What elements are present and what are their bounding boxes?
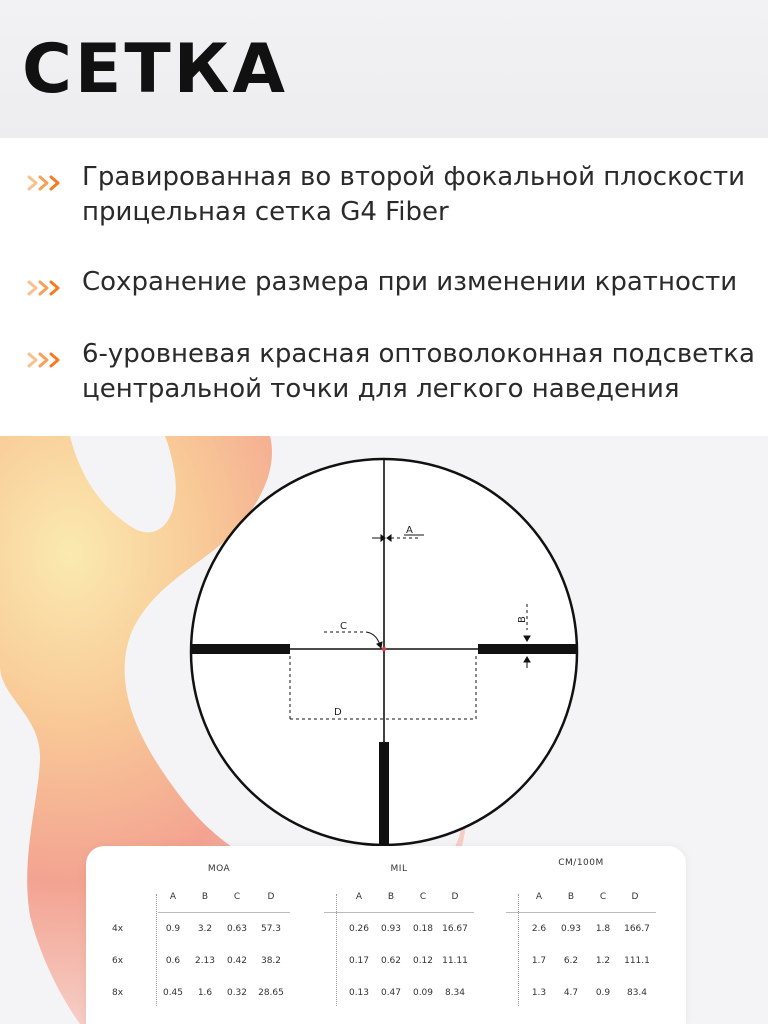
table-cell: 0.93 [380,924,402,934]
table-cell: 0.9 [595,988,611,998]
row-label: 6x [112,956,124,966]
column-header: B [567,892,575,902]
row-label: 8x [112,988,124,998]
column-header: D [451,892,459,902]
table-cell: 0.6 [165,956,181,966]
group-title: MOA [207,864,231,874]
table-cell: 2.6 [531,924,547,934]
feature-text: Сохранение размера при изменении кратности [82,267,738,297]
table-cell: 111.1 [624,956,650,966]
table-cell: 0.26 [348,924,370,934]
table-cell: 0.93 [560,924,582,934]
table-cell: 0.42 [226,956,248,966]
table-cell: 166.7 [624,924,650,934]
table-cell: 0.18 [412,924,434,934]
table-cell: 3.2 [197,924,213,934]
label-a: A [406,525,413,536]
table-cell: 1.3 [531,988,547,998]
reticle-right-post [478,644,576,654]
column-header: D [631,892,639,902]
table-cell: 0.45 [162,988,184,998]
reticle-center-dot [382,647,386,651]
table-cell: 57.3 [260,924,282,934]
label-c: C [340,621,347,632]
table-cell: 28.65 [258,988,284,998]
table-cell: 0.17 [348,956,370,966]
page-title: СЕТКА [22,30,288,109]
table-cell: 2.13 [194,956,216,966]
table-cell: 1.8 [595,924,611,934]
table-cell: 6.2 [563,956,579,966]
column-header: C [233,892,241,902]
table-cell: 0.32 [226,988,248,998]
table-cell: 0.12 [412,956,434,966]
table-cell: 0.62 [380,956,402,966]
table-cell: 11.11 [442,956,468,966]
column-header: A [355,892,363,902]
table-cell: 0.47 [380,988,402,998]
column-header: C [599,892,607,902]
table-cell: 1.2 [595,956,611,966]
column-header: B [201,892,209,902]
column-header: B [387,892,395,902]
column-header: A [535,892,543,902]
group-title: CM/100M [558,858,604,868]
reticle-diagram [188,456,580,848]
triple-chevron-icon [26,351,68,369]
feature-list [0,138,768,436]
group-title: MIL [390,864,408,874]
feature-text: Гравированная во второй фокальной плоскости прицельная сетка G4 Fiber [82,162,746,227]
reticle-bottom-post [379,742,389,846]
table-cell: 0.9 [165,924,181,934]
triple-chevron-icon [26,279,68,297]
table-cell: 16.67 [442,924,468,934]
table-cell: 0.13 [348,988,370,998]
table-cell: 38.2 [260,956,282,966]
table-cell: 0.63 [226,924,248,934]
table-cell: 83.4 [626,988,648,998]
table-cell: 0.09 [412,988,434,998]
column-header: A [169,892,177,902]
label-b: B [517,616,528,623]
spec-table [86,846,686,1024]
row-label: 4x [112,924,124,934]
feature-text: 6-уровневая красная оптоволоконная подсветка центральной точки для легкого наведения [82,339,755,404]
column-header: D [267,892,275,902]
table-cell: 4.7 [563,988,579,998]
triple-chevron-icon [26,174,68,192]
table-cell: 1.7 [531,956,547,966]
reticle-left-post [192,644,290,654]
column-header: C [419,892,427,902]
table-cell: 1.6 [197,988,213,998]
table-cell: 8.34 [444,988,466,998]
label-d: D [334,707,342,718]
header-band [0,0,768,138]
